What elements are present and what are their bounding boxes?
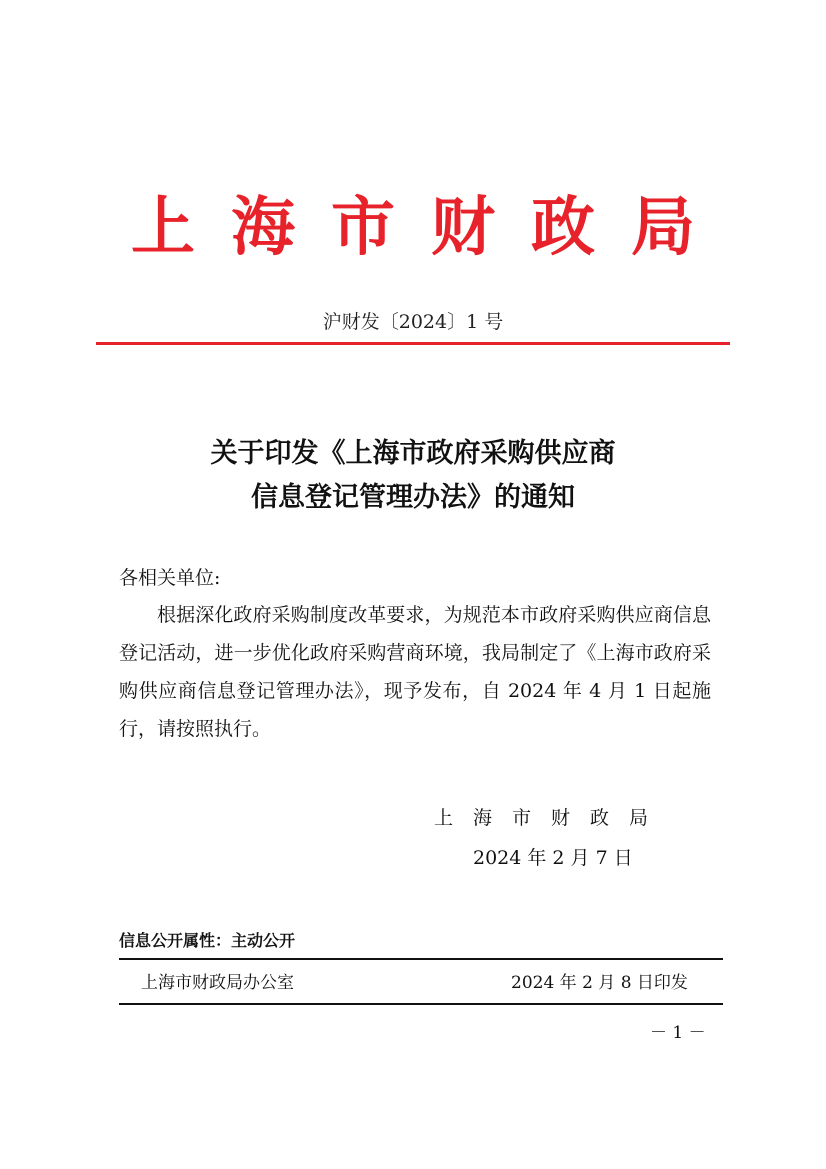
title-line-2: 信息登记管理办法》的通知 <box>251 482 575 513</box>
salutation: 各相关单位: <box>119 567 221 589</box>
body-paragraph: 根据深化政府采购制度改革要求，为规范本市政府采购供应商信息登记活动，进一步优化政府采购营商环境，我局制定了《上海市政府采购供应商信息登记管理办法》，现予发布，自 2024 年 4 月 1 日起施行，请按照执行。 <box>119 604 711 740</box>
page-number: － 1 － <box>650 1023 706 1043</box>
document-title <box>0 432 826 520</box>
printing-office: 上海市财政局办公室 <box>141 973 294 993</box>
signature-date: 2024 年 2 月 7 日 <box>473 847 633 869</box>
footer-rule-top <box>119 958 723 960</box>
title-line-1: 关于印发《上海市政府采购供应商 <box>210 438 616 469</box>
disclosure-attribute: 信息公开属性：主动公开 <box>119 931 296 950</box>
footer-rule-bottom <box>119 1003 723 1005</box>
print-date: 2024 年 2 月 8 日印发 <box>511 973 688 993</box>
signature-org: 上海市财政局 <box>434 807 669 829</box>
issuer-header: 上海市财政局 <box>131 190 731 265</box>
red-separator-line <box>96 342 730 345</box>
document-number: 沪财发〔2024〕1 号 <box>322 311 504 333</box>
